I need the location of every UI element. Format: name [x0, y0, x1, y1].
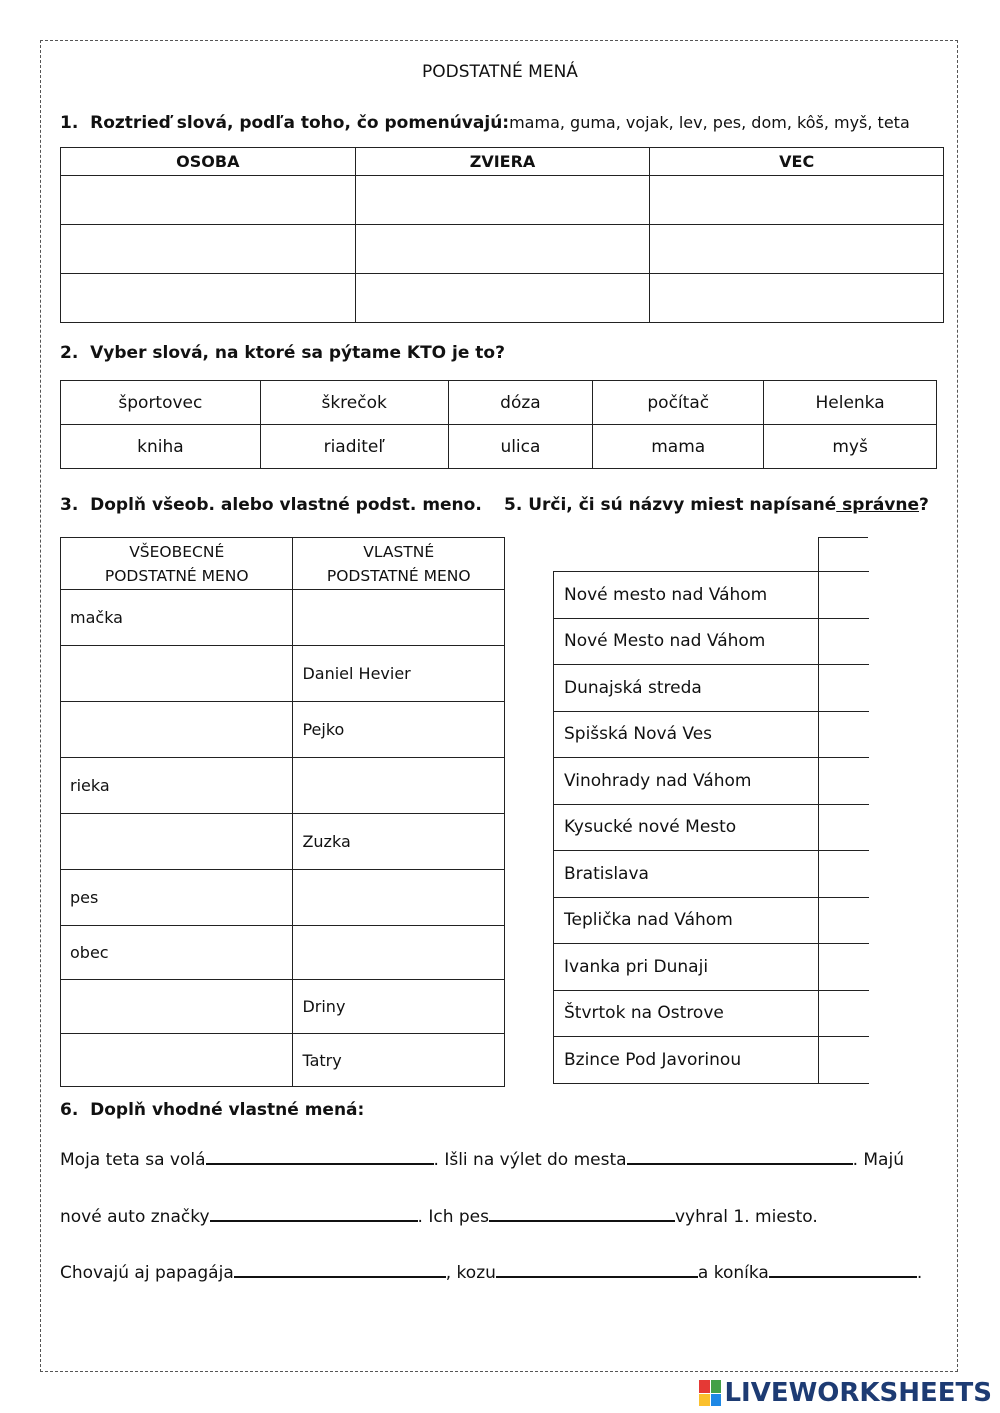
- name-blank[interactable]: [206, 1162, 434, 1165]
- check-cell[interactable]: [819, 711, 869, 758]
- word-option[interactable]: počítač: [593, 381, 764, 425]
- page-title: PODSTATNÉ MENÁ: [422, 62, 578, 82]
- answer-cell[interactable]: [355, 274, 650, 323]
- sentence-text: . Ich pes: [417, 1207, 489, 1227]
- answer-cell[interactable]: [61, 225, 356, 274]
- header-common-noun: [61, 538, 293, 590]
- exercise-6-number: 6.: [60, 1100, 79, 1120]
- answer-cell[interactable]: [355, 225, 650, 274]
- header-common-line-1: VŠEOBECNÉ: [129, 542, 225, 561]
- check-header-cell: [818, 537, 868, 572]
- common-noun-cell[interactable]: [61, 980, 293, 1034]
- noun-type-table: [60, 537, 505, 1087]
- place-name: Nové Mesto nad Váhom: [554, 618, 819, 665]
- exercise-1-number: 1.: [60, 113, 79, 133]
- common-noun-cell[interactable]: [61, 646, 293, 702]
- answer-cell[interactable]: [61, 274, 356, 323]
- exercise-1-heading: [60, 113, 910, 133]
- word-option[interactable]: športovec: [61, 381, 261, 425]
- check-cell[interactable]: [819, 758, 869, 805]
- exercise-3-heading: [60, 495, 482, 515]
- answer-cell[interactable]: [61, 176, 356, 225]
- check-cell[interactable]: [819, 665, 869, 712]
- goat-name-blank[interactable]: [496, 1275, 698, 1278]
- exercise-3-number: 3.: [60, 495, 79, 515]
- proper-noun-cell[interactable]: [293, 590, 505, 646]
- place-name: Teplička nad Váhom: [554, 897, 819, 944]
- sentence-text: Moja teta sa volá: [60, 1150, 206, 1170]
- check-cell[interactable]: [819, 897, 869, 944]
- place-name: Bratislava: [554, 851, 819, 898]
- car-brand-blank[interactable]: [210, 1219, 418, 1222]
- word-option[interactable]: kniha: [61, 425, 261, 469]
- proper-noun-cell[interactable]: [293, 926, 505, 980]
- answer-cell[interactable]: [650, 225, 944, 274]
- exercise-5-heading: [504, 495, 929, 515]
- exercise-1-words: mama, guma, vojak, lev, pes, dom, kôš, myš, teta: [509, 113, 910, 132]
- proper-noun-cell[interactable]: Driny: [293, 980, 505, 1034]
- header-vec: VEC: [650, 148, 944, 176]
- check-cell[interactable]: [819, 572, 869, 619]
- word-choice-table: [60, 380, 937, 469]
- sort-table: [60, 147, 944, 323]
- sentence-text: . Majú: [852, 1150, 904, 1170]
- check-cell[interactable]: [819, 804, 869, 851]
- place-name: Vinohrady nad Váhom: [554, 758, 819, 805]
- proper-noun-cell[interactable]: Zuzka: [293, 814, 505, 870]
- exercise-2-heading: [60, 343, 505, 363]
- exercise-2-number: 2.: [60, 343, 79, 363]
- proper-noun-cell[interactable]: [293, 758, 505, 814]
- logo-text: LIVEWORKSHEETS: [724, 1378, 992, 1408]
- proper-noun-cell[interactable]: Tatry: [293, 1034, 505, 1087]
- check-cell[interactable]: [819, 851, 869, 898]
- exercise-5-qmark: ?: [919, 495, 929, 515]
- exercise-3-text: Doplň všeob. alebo vlastné podst. meno.: [90, 495, 482, 515]
- common-noun-cell[interactable]: obec: [61, 926, 293, 980]
- place-name: Bzince Pod Javorinou: [554, 1037, 819, 1084]
- exercise-5-underlined: správne: [836, 495, 920, 515]
- word-option[interactable]: Helenka: [764, 381, 937, 425]
- exercise-6-heading: [60, 1100, 364, 1120]
- place-name: Nové mesto nad Váhom: [554, 572, 819, 619]
- liveworksheets-logo: [699, 1378, 992, 1408]
- exercise-5-text: Urči, či sú názvy miest napísané: [528, 495, 837, 515]
- word-option[interactable]: mama: [593, 425, 764, 469]
- check-cell[interactable]: [819, 990, 869, 1037]
- sentence-text: a koníka: [697, 1263, 769, 1283]
- common-noun-cell[interactable]: pes: [61, 870, 293, 926]
- logo-mark-icon: [699, 1380, 721, 1406]
- word-option[interactable]: ulica: [448, 425, 593, 469]
- dog-name-blank[interactable]: [489, 1219, 675, 1222]
- city-blank[interactable]: [627, 1162, 853, 1165]
- place-name: Štvrtok na Ostrove: [554, 990, 819, 1037]
- horse-name-blank[interactable]: [769, 1275, 917, 1278]
- header-proper-line-2: PODSTATNÉ MENO: [326, 566, 471, 585]
- word-option[interactable]: škrečok: [260, 381, 448, 425]
- header-proper-line-1: VLASTNÉ: [363, 542, 435, 561]
- place-name: Ivanka pri Dunaji: [554, 944, 819, 991]
- place-name: Kysucké nové Mesto: [554, 804, 819, 851]
- word-option[interactable]: dóza: [448, 381, 593, 425]
- sentence-text: vyhral 1. miesto.: [674, 1207, 818, 1227]
- answer-cell[interactable]: [355, 176, 650, 225]
- sentence-text: , kozu: [445, 1263, 496, 1283]
- proper-noun-cell[interactable]: Daniel Hevier: [293, 646, 505, 702]
- sentence-text: . Išli na výlet do mesta: [433, 1150, 627, 1170]
- check-cell[interactable]: [819, 1037, 869, 1084]
- common-noun-cell[interactable]: rieka: [61, 758, 293, 814]
- place-names-table: [553, 571, 869, 1084]
- exercise-6-text: Doplň vhodné vlastné mená:: [90, 1100, 365, 1120]
- header-osoba: OSOBA: [61, 148, 356, 176]
- check-cell[interactable]: [819, 618, 869, 665]
- header-common-line-2: PODSTATNÉ MENO: [104, 566, 249, 585]
- place-name: Dunajská streda: [554, 665, 819, 712]
- common-noun-cell[interactable]: mačka: [61, 590, 293, 646]
- sentence-line-3: [60, 1263, 922, 1283]
- header-zviera: ZVIERA: [355, 148, 650, 176]
- sentence-line-1: [60, 1150, 904, 1170]
- place-name: Spišská Nová Ves: [554, 711, 819, 758]
- parrot-name-blank[interactable]: [234, 1275, 446, 1278]
- sentence-text: Chovajú aj papagája: [60, 1263, 234, 1283]
- exercise-5-number: 5.: [504, 495, 523, 515]
- answer-cell[interactable]: [650, 274, 944, 323]
- sentence-text: .: [916, 1263, 923, 1283]
- word-option[interactable]: myš: [764, 425, 937, 469]
- common-noun-cell[interactable]: [61, 814, 293, 870]
- word-option[interactable]: riaditeľ: [260, 425, 448, 469]
- sentence-line-2: [60, 1207, 818, 1227]
- proper-noun-cell[interactable]: [293, 870, 505, 926]
- exercise-1-text: Roztrieď slová, podľa toho, čo pomenúvajú:: [90, 113, 510, 133]
- answer-cell[interactable]: [650, 176, 944, 225]
- exercise-2-text: Vyber slová, na ktoré sa pýtame KTO je to?: [90, 343, 505, 363]
- common-noun-cell[interactable]: [61, 702, 293, 758]
- common-noun-cell[interactable]: [61, 1034, 293, 1087]
- proper-noun-cell[interactable]: Pejko: [293, 702, 505, 758]
- check-cell[interactable]: [819, 944, 869, 991]
- header-proper-noun: [293, 538, 505, 590]
- sentence-text: nové auto značky: [60, 1207, 210, 1227]
